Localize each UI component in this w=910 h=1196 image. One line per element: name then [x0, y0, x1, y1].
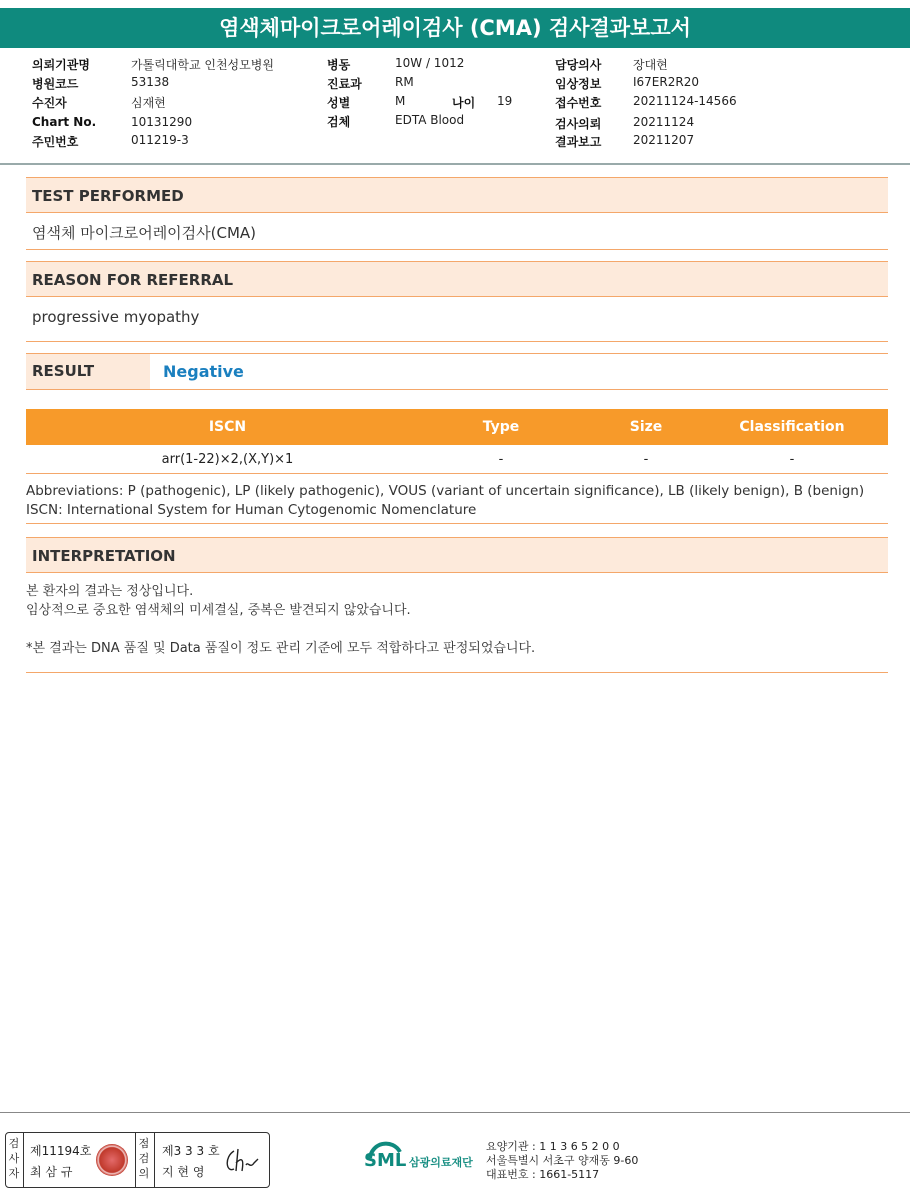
value-receipt-no: 20211124-14566: [633, 94, 737, 108]
test-performed-value: 염색체 마이크로어레이검사(CMA): [32, 224, 257, 242]
value-physician: 장대현: [633, 58, 668, 72]
label-department: 진료과: [327, 77, 362, 91]
interpretation-note: *본 결과는 DNA 품질 및 Data 품질이 정도 관리 기준에 모두 적합하다고 판정되었습니다.: [26, 641, 536, 656]
cell-iscn: arr(1-22)×2,(X,Y)×1: [161, 452, 294, 467]
label-clinical-info: 임상정보: [555, 77, 602, 91]
org-address: [486, 1140, 638, 1182]
examiner-label: 검사자: [8, 1137, 20, 1180]
value-chart-no: 10131290: [131, 115, 193, 129]
col-iscn: ISCN: [208, 419, 247, 435]
label-specimen: 검체: [327, 115, 351, 129]
label-patient: 수진자: [32, 96, 67, 110]
seal-stamp-icon: [96, 1144, 128, 1176]
result-row: [26, 353, 888, 390]
interpretation-line: 임상적으로 중요한 염색체의 미세결실, 중복은 발견되지 않았습니다.: [26, 603, 411, 618]
reviewer-label: 점검의: [138, 1137, 150, 1180]
abbreviations-line: Abbreviations: P (pathogenic), LP (likely pathogenic), VOUS (variant of uncertain significance), LB (likely benign), B (benign): [26, 483, 865, 499]
referral-value: progressive myopathy: [32, 308, 200, 326]
value-specimen: EDTA Blood: [395, 113, 465, 127]
label-hospital-code: 병원코드: [32, 77, 79, 91]
value-institution: 가톨릭대학교 인천성모병원: [131, 58, 274, 72]
footer-divider: [0, 1112, 910, 1113]
label-receipt-no: 접수번호: [555, 96, 602, 110]
interpretation-heading: INTERPRETATION: [26, 537, 888, 573]
reviewer-name: 지 현 영: [162, 1165, 205, 1179]
patient-info-block: [0, 56, 910, 162]
label-resident-no: 주민번호: [32, 135, 79, 149]
section-divider: [26, 672, 888, 673]
table-row: [26, 446, 888, 474]
examiner-name: 최 삼 규: [30, 1165, 73, 1179]
label-institution: 의뢰기관명: [32, 58, 90, 72]
interpretation-line: 본 환자의 결과는 정상입니다.: [26, 584, 194, 599]
col-type: Type: [482, 419, 520, 435]
result-table-header: [26, 409, 888, 445]
reviewer-license: 제3 3 3 호: [162, 1144, 220, 1158]
iscn-definition: ISCN: International System for Human Cytogenomic Nomenclature: [26, 502, 477, 518]
section-divider: [26, 523, 888, 524]
value-patient: 심재현: [131, 96, 166, 110]
value-clinical-info: I67ER2R20: [633, 75, 699, 89]
value-request-date: 20211124: [633, 115, 695, 129]
abbreviations: [26, 482, 864, 520]
label-request-date: 검사의뢰: [555, 117, 602, 131]
col-size: Size: [629, 419, 663, 435]
referral-heading: REASON FOR REFERRAL: [26, 261, 888, 297]
label-sex: 성별: [327, 96, 351, 110]
cell-classification: -: [789, 452, 795, 467]
provider-code: 요양기관 : 1 1 3 6 5 2 0 0: [486, 1140, 620, 1153]
org-name: 삼광의료재단: [409, 1156, 473, 1169]
label-physician: 담당의사: [555, 58, 602, 72]
label-report-date: 결과보고: [555, 135, 602, 149]
address-line: 서울특별시 서초구 양재동 9-60: [486, 1154, 639, 1167]
value-age: 19: [497, 94, 513, 108]
value-report-date: 20211207: [633, 133, 695, 147]
value-hospital-code: 53138: [131, 75, 170, 89]
report-title: 염색체마이크로어레이검사 (CMA) 검사결과보고서: [0, 8, 910, 48]
examiner-license: 제11194호: [30, 1144, 92, 1158]
value-sex: M: [395, 94, 406, 108]
cell-type: -: [498, 452, 504, 467]
section-divider: [26, 249, 888, 250]
col-classification: Classification: [739, 419, 845, 435]
label-age: 나이: [452, 96, 476, 110]
sml-logo: [362, 1138, 482, 1182]
test-performed-heading: TEST PERFORMED: [26, 177, 888, 213]
value-department: RM: [395, 75, 414, 89]
value-ward: 10W / 1012: [395, 56, 465, 70]
info-divider: [0, 163, 910, 165]
signature-icon: [222, 1145, 262, 1177]
value-resident-no: 011219-3: [131, 133, 189, 147]
phone-line: 대표번호 : 1661-5117: [486, 1168, 600, 1181]
section-divider: [26, 341, 888, 342]
label-chart-no: Chart No.: [32, 115, 97, 129]
cell-size: -: [643, 452, 649, 467]
label-ward: 병동: [327, 58, 351, 72]
result-value: Negative: [163, 362, 244, 381]
logo-text: SML: [364, 1150, 407, 1171]
result-label: RESULT: [26, 354, 150, 389]
signature-box: [5, 1132, 270, 1188]
interpretation-text: [26, 582, 535, 658]
